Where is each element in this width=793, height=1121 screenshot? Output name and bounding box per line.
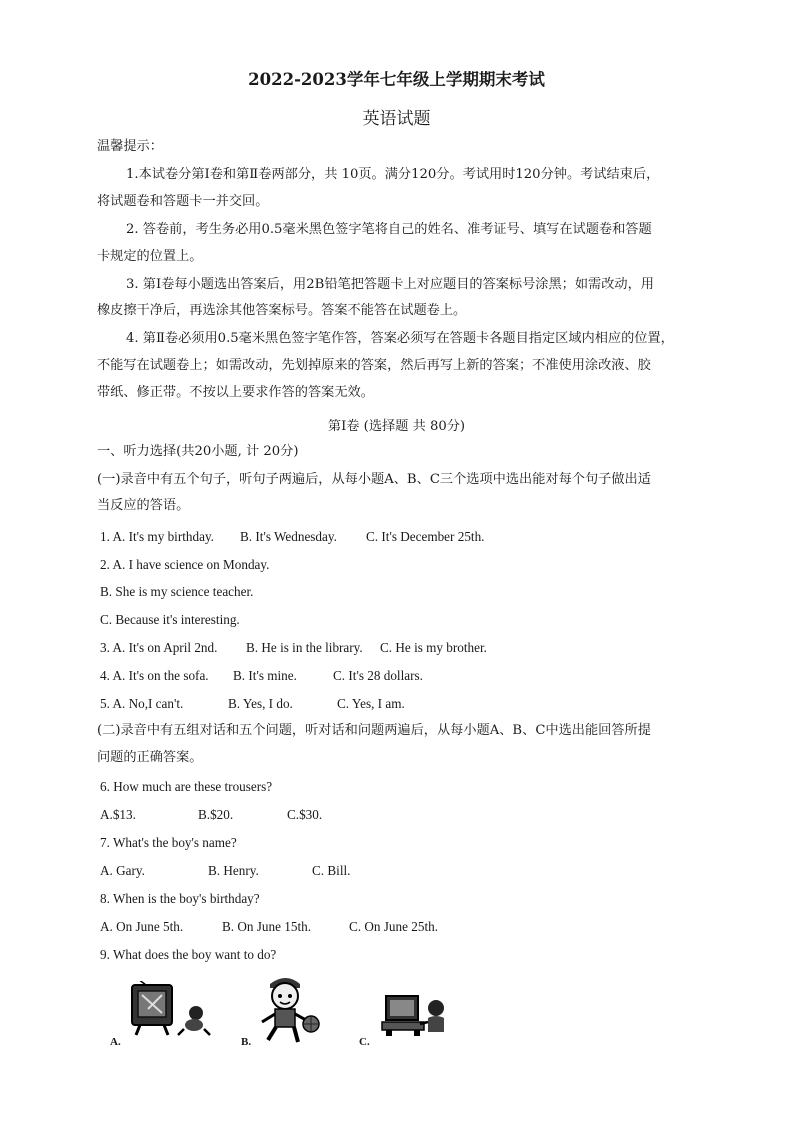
playing-basketball-icon xyxy=(256,974,326,1046)
picture-a-label: A. xyxy=(110,1036,121,1048)
q7-option-b: B. Henry. xyxy=(208,863,259,878)
q6-stem: 6. How much are these trousers? xyxy=(100,779,273,794)
tip-2-line-1: 2. 答卷前，考生务必用0.5毫米黑色签字笔将自己的姓名、准考证号、填写在试题卷和答题 xyxy=(126,222,652,237)
tip-3-line-2: 橡皮擦干净后，再选涂其他答案标号。答案不能答在试题卷上。 xyxy=(97,303,467,318)
subsection-2-line-1: (二)录音中有五组对话和五个问题，听对话和问题两遍后，从每小题A、B、C中选出能回答所提 xyxy=(97,723,651,738)
q2-option-c: C. Because it's interesting. xyxy=(100,612,240,627)
q7-stem: 7. What's the boy's name? xyxy=(100,835,237,850)
q5-option-b: B. Yes, I do. xyxy=(228,696,293,711)
tip-4-line-3: 带纸、修正带。不按以上要求作答的答案无效。 xyxy=(97,385,374,400)
q2-option-a: 2. A. I have science on Monday. xyxy=(100,557,270,572)
tips-heading: 温馨提示： xyxy=(97,139,163,154)
q1-option-c: C. It's December 25th. xyxy=(366,529,485,544)
q3-option-c: C. He is my brother. xyxy=(380,640,487,655)
tip-3-line-1: 3. 第Ⅰ卷每小题选出答案后，用2B铅笔把答题卡上对应题目的答案标号涂黑；如需改动，用 xyxy=(126,277,654,292)
subsection-1-line-1: (一)录音中有五个句子，听句子两遍后，从每小题A、B、C三个选项中选出能对每个句子做出适 xyxy=(97,472,651,487)
exam-title: 2022-2023学年七年级上学期期末考试 xyxy=(248,70,545,89)
q8-stem: 8. When is the boy's birthday? xyxy=(100,891,260,906)
tip-4-line-2: 不能写在试题卷上；如需改动，先划掉原来的答案，然后再写上新的答案；不准使用涂改液、胶 xyxy=(97,358,651,373)
tip-1-line-2: 将试题卷和答题卡一并交回。 xyxy=(97,194,269,209)
q2-option-b: B. She is my science teacher. xyxy=(100,584,254,599)
q6-option-b: B.$20. xyxy=(198,807,234,822)
q8-option-b: B. On June 15th. xyxy=(222,919,312,934)
q6-option-c: C.$30. xyxy=(287,807,323,822)
part-1-title: 第Ⅰ卷 (选择题 共 80分) xyxy=(327,419,466,434)
q4-option-c: C. It's 28 dollars. xyxy=(333,668,423,683)
picture-b-label: B. xyxy=(241,1036,252,1048)
tip-1-line-1: 1.本试卷分第Ⅰ卷和第Ⅱ卷两部分，共 10页。满分120分。考试用时120分钟。考试结束后， xyxy=(126,167,660,182)
q4-option-b: B. It's mine. xyxy=(233,668,297,683)
q1-option-b: B. It's Wednesday. xyxy=(240,529,337,544)
q1-option-a: 1. A. It's my birthday. xyxy=(100,529,214,544)
q8-option-c: C. On June 25th. xyxy=(349,919,439,934)
watching-tv-icon xyxy=(128,981,212,1039)
q3-option-b: B. He is in the library. xyxy=(246,640,363,655)
q8-option-a: A. On June 5th. xyxy=(100,919,184,934)
q3-option-a: 3. A. It's on April 2nd. xyxy=(100,640,218,655)
q6-option-a: A.$13. xyxy=(100,807,136,822)
subsection-1-line-2: 当反应的答语。 xyxy=(97,498,190,513)
q7-option-a: A. Gary. xyxy=(100,863,145,878)
q7-option-c: C. Bill. xyxy=(312,863,351,878)
section-1-heading: 一、听力选择(共20小题, 计 20分) xyxy=(97,444,299,459)
exam-subtitle: 英语试题 xyxy=(362,109,431,129)
tip-2-line-2: 卡规定的位置上。 xyxy=(97,249,203,264)
q5-option-c: C. Yes, I am. xyxy=(337,696,405,711)
q9-stem: 9. What does the boy want to do? xyxy=(100,947,277,962)
tip-4-line-1: 4. 第Ⅱ卷必须用0.5毫米黑色签字笔作答，答案必须写在答题卡各题目指定区域内相应的位置， xyxy=(126,331,674,346)
picture-c-label: C. xyxy=(359,1036,370,1048)
playing-computer-games-icon xyxy=(380,992,450,1038)
q4-option-a: 4. A. It's on the sofa. xyxy=(100,668,209,683)
q5-option-a: 5. A. No,I can't. xyxy=(100,696,184,711)
subsection-2-line-2: 问题的正确答案。 xyxy=(97,750,203,765)
